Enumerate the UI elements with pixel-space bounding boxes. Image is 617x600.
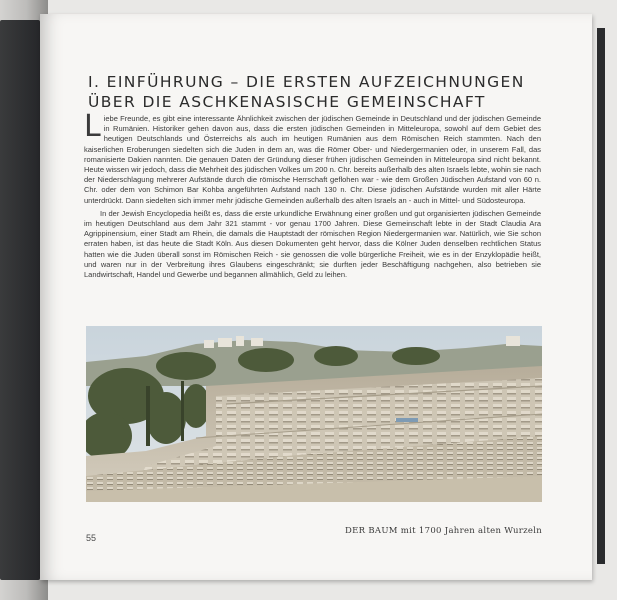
drop-cap: L (84, 109, 101, 144)
paragraph-1 (84, 109, 541, 206)
cemetery-photo (86, 326, 542, 502)
chapter-heading-line-1: I. EINFÜHRUNG – DIE ERSTEN AUFZEICHNUNGEN (88, 73, 525, 92)
book-cover-left-edge (0, 20, 40, 580)
running-footer-title: DER BAUM mit 1700 Jahren alten Wurzeln (345, 526, 542, 536)
book-page (40, 14, 592, 580)
page-number: 55 (86, 533, 97, 543)
chapter-heading-line-2: ÜBER DIE ASCHKENASISCHE GEMEINSCHAFT (88, 93, 486, 112)
paragraph-1-text: iebe Freunde, es gibt eine interessante Ähnlichkeit zwischen der jüdischen Gemeinde in Deutschland und der jüdischen Gemeinde in Rumänien. Historiker gehen davon aus, dass die ersten jüdischen Gemeinden in Mitteleuropa, sowohl auf dem Gebiet des heutigen Deutschlands und Österreichs als auch im heutigen Rumänien aus dem Römischen Reich stammten. Nach den kaiserlichen Eroberungen siedelten sich die Juden in dem an, was die Römer Ober- und Niedergermanien oder, in unserem Fall, das romanisierte Dakien nannten. Die genauen Daten der Gründung dieser frühen jüdischen Gemeinden in Mitteleuropa sind nicht bekannt. Heute wissen wir jedoch, dass die Mehrheit des jüdischen Volkes um 200 n. Chr. bereits außerhalb des alten Israels lebte, wohin sie nach der Niederschlagung mehrerer Aufstände durch die römische Herrschaft geflohen war - wie dem Großen Jüdischen Aufstand von 60 n. Chr. oder dem von Schimon Bar Kohba angeführten Aufstand nach 130 n. Chr. Diese jüdischen Aufstände wurden mit aller Härte unterdrückt. Dann siedelten sich immer mehr jüdische Gemeinden außerhalb des alten Israels an - auch in Mittel- und Südosteuropa. (84, 114, 541, 205)
book-cover-right-edge (597, 28, 605, 564)
chapter-heading (88, 72, 558, 112)
paragraph-2: In der Jewish Encyclopedia heißt es, dass die erste urkundliche Erwähnung einer großen und gut organisierten jüdischen Gemeinde im heutigen Deutschland aus dem Jahr 321 stammt - vor genau 1700 Jahren. Diese Gemeinschaft lebte in der Stadt Claudia Ara Agrippinensium, einer Stadt am Rhein, die damals die Hauptstadt der römischen Region Niedergermanien war. Natürlich, wie Sie schon erraten haben, ist das heute die Stadt Köln. Aus diesen Dokumenten geht hervor, dass die Kölner Juden denselben rechtlichen Status hatten wie die Juden überall sonst im Römischen Reich - sie genossen die volle bürgerliche Freiheit, wie es in der Enzyklopädie heißt, und waren nur in der Verbreitung ihres Glaubens eingeschränkt; sie durften jeder Beschäftigung nachgehen, also betrieben sie Landwirtschaft, Handel und Gewerbe und begannen allmählich, Geld zu leihen. (84, 208, 541, 280)
body-text (84, 109, 541, 283)
cemetery-photo-illustration (86, 326, 542, 502)
